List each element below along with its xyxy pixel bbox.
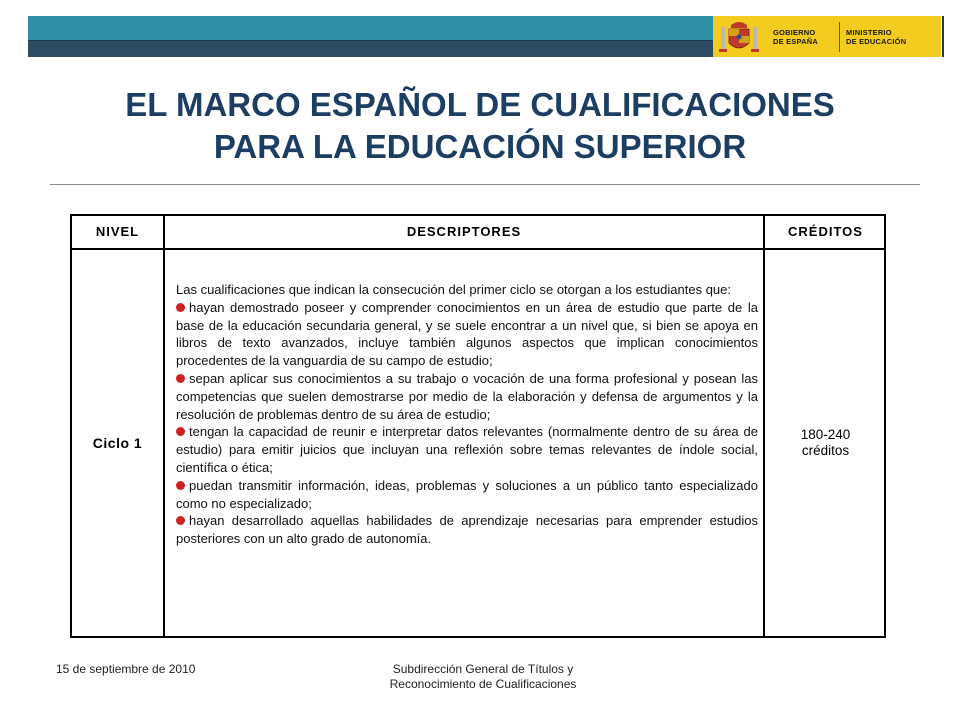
- footer-organization: [370, 662, 596, 692]
- creditos-unit: créditos: [801, 443, 850, 458]
- government-logo: [713, 16, 941, 57]
- descriptor-bullet: tengan la capacidad de reunir e interpretar datos relevantes (normalmente dentro de su área de estudio) para emitir juicios que incluyan una reflexión sobre temas relevantes de índole social, científica o ética;: [176, 424, 758, 475]
- descriptor-bullet: hayan demostrado poseer y comprender conocimientos en un área de estudio que parte de la base de la educación secundaria general, y se suele encontrar a un nivel que, si bien se apoya en libros de texto avanzados, incluye también algunos aspectos que implican conocimientos procedentes de la vanguardia de su campo de estudio;: [176, 299, 758, 369]
- header-descriptores: DESCRIPTORES: [406, 224, 522, 239]
- header-creditos: CRÉDITOS: [788, 224, 863, 239]
- page-title: [40, 84, 920, 168]
- footer-org-line-2: Reconocimiento de Cualificaciones: [389, 677, 577, 691]
- cell-nivel: Ciclo 1: [92, 435, 143, 451]
- header-edge-line: [942, 16, 944, 57]
- cell-descriptores: [176, 281, 758, 548]
- title-line-1: EL MARCO ESPAÑOL DE CUALIFICACIONES: [125, 86, 835, 123]
- creditos-range: 180-240: [800, 427, 851, 442]
- bullet-dot-icon: [176, 303, 185, 312]
- bullet-dot-icon: [176, 481, 185, 490]
- bullet-dot-icon: [176, 427, 185, 436]
- ministerio-label: MINISTERIO DE EDUCACIÓN: [846, 27, 907, 46]
- header-bar-bottom: [28, 41, 713, 57]
- footer-org-line-1: Subdirección General de Títulos y: [392, 662, 574, 676]
- logo-divider: [839, 22, 840, 52]
- descriptor-bullet: puedan transmitir información, ideas, problemas y soluciones a un público tanto especializado como no especializado;: [176, 477, 758, 511]
- bullet-dot-icon: [176, 374, 185, 383]
- descriptor-bullet: sepan aplicar sus conocimientos a su trabajo o vocación de una forma profesional y posean las competencias que suelen demostrarse por medio de la elaboración y defensa de argumentos y la resolución de problemas dentro de su área de estudio;: [176, 370, 758, 422]
- descriptor-intro: Las cualificaciones que indican la consecución del primer ciclo se otorgan a los estudiantes que:: [176, 282, 731, 297]
- header-nivel: NIVEL: [95, 224, 140, 239]
- footer-date: 15 de septiembre de 2010: [56, 662, 196, 676]
- cell-creditos: [765, 250, 886, 636]
- bullet-dot-icon: [176, 516, 185, 525]
- column-divider: [163, 216, 165, 636]
- header-bar-top: [28, 16, 713, 41]
- title-divider: [50, 184, 920, 185]
- qualifications-table: [70, 214, 886, 638]
- descriptor-bullet: hayan desarrollado aquellas habilidades de aprendizaje necesarias para emprender estudios posteriores con un alto grado de autonomía.: [176, 513, 758, 547]
- coat-of-arms-icon: [717, 19, 761, 55]
- title-line-2: PARA LA EDUCACIÓN SUPERIOR: [213, 128, 747, 165]
- gobierno-label: GOBIERNO DE ESPAÑA: [773, 27, 819, 46]
